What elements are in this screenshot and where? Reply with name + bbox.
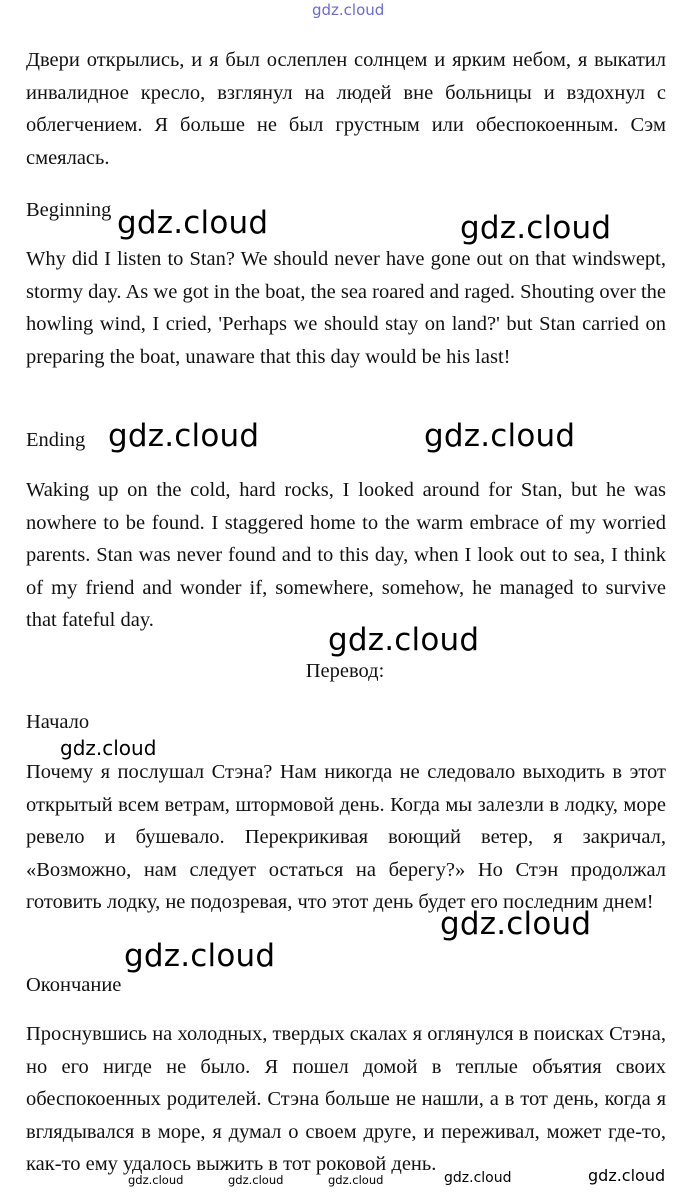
intro-paragraph: Двери открылись, и я был ослеплен солнцем и ярким небом, я выкатил инвалидное кресло, взглянул на людей вне больницы и вздохнул с облегчением. Я больше не был грустным или обеспокоенным. Сэм смеялась. bbox=[26, 49, 666, 169]
watermark: gdz.cloud bbox=[128, 1173, 184, 1187]
translation-beginning-heading: Начало bbox=[26, 711, 90, 733]
watermark: gdz.cloud bbox=[424, 418, 576, 454]
translation-ending-text: Проснувшись на холодных, твердых скалах я оглянулся в поисках Стэна, но его нигде не было. Я пошел домой в теплые объятия своих обеспокоенных родителей. Стэна больше не нашли, а в тот день, когда я вглядывался в море, я думал о своем друге, и переживал, может где-то, как-то ему удалось выжить в тот роковой день. bbox=[26, 1023, 666, 1175]
watermark: gdz.cloud bbox=[440, 906, 592, 942]
watermark: gdz.cloud bbox=[328, 1173, 384, 1187]
translation-beginning-text: Почему я послушал Стэна? Нам никогда не следовало выходить в этот открытый всем ветрам, штормовой день. Когда мы залезли в лодку, море ревело и бушевало. Перекрикивая воющий ветер, я закричал, «Возможно, нам следует остаться на берегу?» Но Стэн продолжал готовить лодку, не подозревая, что этот день будет его последним днем! bbox=[26, 761, 666, 913]
watermark: gdz.cloud bbox=[60, 736, 157, 760]
translation-title: Перевод: bbox=[305, 660, 385, 682]
watermark: gdz.cloud bbox=[328, 622, 480, 658]
watermark: gdz.cloud bbox=[444, 1170, 512, 1186]
watermark: gdz.cloud bbox=[460, 210, 612, 246]
watermark: gdz.cloud bbox=[117, 205, 269, 241]
ending-text: Waking up on the cold, hard rocks, I looked around for Stan, but he was nowhere to be found. I staggered home to the warm embrace of my worried parents. Stan was never found and to this day, when I look out to sea, I think of my friend and wonder if, somewhere, somehow, he managed to survive that fateful day. bbox=[26, 479, 666, 631]
beginning-heading: Beginning bbox=[26, 199, 112, 221]
watermark: gdz.cloud bbox=[588, 1166, 666, 1185]
watermark: gdz.cloud bbox=[124, 938, 276, 974]
watermark: gdz.cloud bbox=[228, 1173, 284, 1187]
translation-ending-heading: Окончание bbox=[26, 974, 122, 996]
ending-heading: Ending bbox=[26, 429, 86, 451]
beginning-text: Why did I listen to Stan? We should never have gone out on that windswept, stormy day. As we got in the boat, the sea roared and raged. Shouting over the howling wind, I cried, 'Perhaps we should stay on land?' but Stan carried on preparing the boat, unaware that this day would be his last! bbox=[26, 248, 666, 368]
watermark: gdz.cloud bbox=[108, 418, 260, 454]
watermark-top: gdz.cloud bbox=[312, 1, 385, 19]
